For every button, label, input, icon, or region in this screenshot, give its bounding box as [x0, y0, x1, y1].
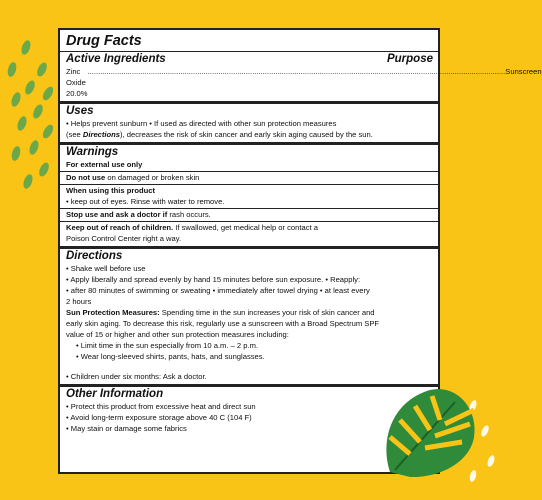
ingredient-text: Zinc Oxide 20.0% — [66, 67, 88, 98]
protection-bullet: • Wear long-sleeved shirts, pants, hats, and sunglasses. — [76, 352, 265, 361]
uses-heading: Uses — [66, 105, 94, 117]
page-title: Drug Facts — [66, 33, 142, 49]
monstera-leaf-icon — [370, 382, 480, 482]
eyes-text: • keep out of eyes. Rinse with water to remove. — [66, 197, 225, 206]
directions-heading: Directions — [66, 250, 123, 262]
children-text: • Children under six months: Ask a doctor. — [66, 372, 207, 381]
uses-line-1: • Helps prevent sunburn • If used as directed with other sun protection measures — [66, 119, 337, 128]
purpose-text: Sunscreen — [505, 67, 542, 76]
directions-line: 2 hours — [66, 297, 92, 306]
other-information-heading: Other Information — [66, 388, 164, 400]
do-not-use-text: Do not use on damaged or broken skin — [66, 173, 200, 182]
directions-line: • Apply liberally and spread evenly by hand 15 minutes before sun exposure. • Reapply: — [66, 275, 361, 284]
protection-bullet: • Limit time in the sun especially from 10 a.m. – 2 p.m. — [76, 341, 259, 350]
green-dots-icon — [0, 0, 60, 230]
stop-use-text: Stop use and ask a doctor if rash occurs. — [66, 210, 211, 219]
directions-line: • after 80 minutes of swimming or sweating • immediately after towel drying • at least every — [66, 286, 370, 295]
other-info-line: • Protect this product from excessive heat and direct sun — [66, 402, 256, 411]
uses-line-2: (see Directions), decreases the risk of skin cancer and early skin aging caused by the sun. — [66, 130, 373, 139]
poison-control-text: Poison Control Center right a way. — [66, 234, 182, 243]
other-info-line: • Avoid long-term exposure storage above 40 C (104 F) — [66, 413, 252, 422]
when-using-heading: When using this product — [66, 186, 156, 195]
active-ingredients-heading: Active Ingredients — [66, 53, 166, 65]
keep-out-of-reach-text: Keep out of reach of children. If swallowed, get medical help or contact a — [66, 223, 318, 232]
sun-protection-text: Sun Protection Measures: Spending time in the sun increases your risk of skin cancer and — [66, 308, 375, 317]
sun-protection-text: value of 15 or higher and other sun protection measures including: — [66, 330, 289, 339]
directions-line: • Shake well before use — [66, 264, 146, 273]
leader-dots: ...................................................................................................................................................................................................... — [87, 67, 506, 76]
sun-protection-text: early skin aging. To decrease this risk, regularly use a sunscreen with a Broad Spectrum SPF — [66, 319, 380, 328]
other-info-line: • May stain or damage some fabrics — [66, 424, 187, 433]
external-use-text: For external use only — [66, 160, 143, 169]
warnings-heading: Warnings — [66, 146, 119, 158]
purpose-heading: Purpose — [386, 53, 433, 65]
